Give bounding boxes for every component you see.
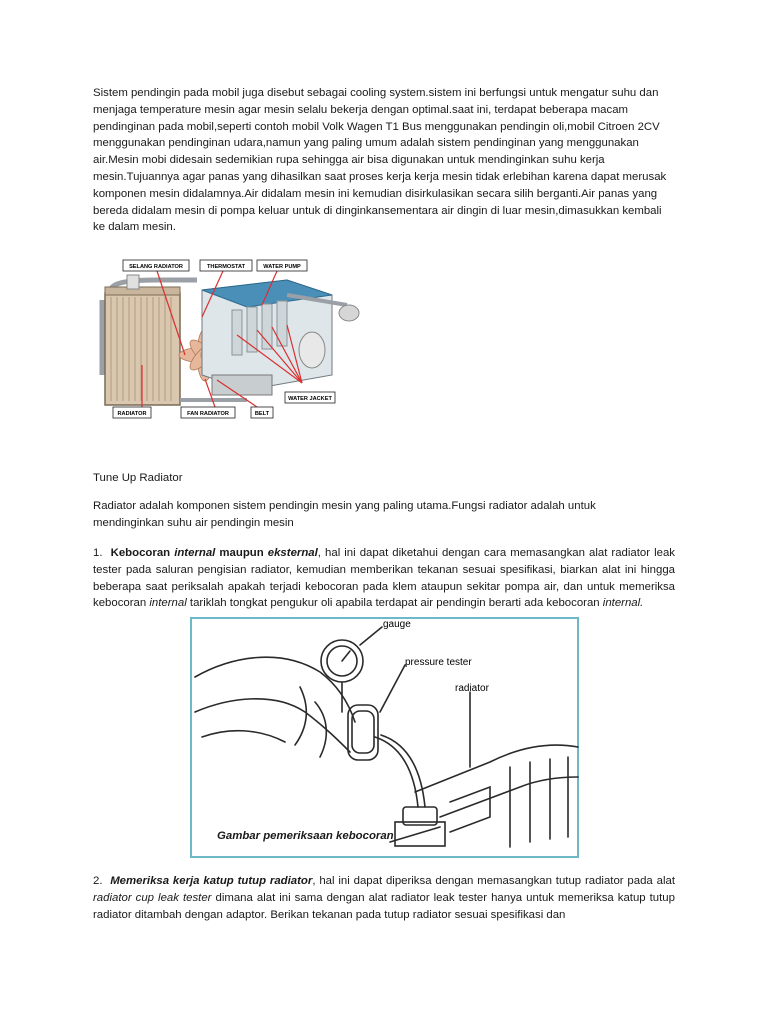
pressure-tester-diagram [190, 617, 579, 858]
label-thermostat [200, 260, 252, 271]
item-2-text-b: dimana alat ini sama dengan alat radiator leak tester hanya untuk memeriksa katup tutup radiator ditambah dengan adaptor. Berikan tekanan pada tutup radiator sesuai spesifikasi dan [93, 891, 675, 921]
item-2-number: 2. [93, 875, 103, 887]
svg-text:FAN RADIATOR: FAN RADIATOR [187, 411, 229, 417]
label-water-jacket [285, 392, 335, 403]
label-radiator [113, 407, 151, 418]
cooling-system-diagram [97, 255, 367, 425]
item-1-italic-a: internal [174, 547, 216, 559]
item-1-number: 1. [93, 547, 103, 559]
item-1-italic-c: internal [149, 597, 187, 610]
item-1-text-b: tariklah tongkat pengukur oli apabila terdapat air pendingin berarti ada kebocoran [189, 597, 600, 610]
item-2-italic-a: radiator cup leak tester [93, 891, 212, 904]
svg-text:WATER JACKET: WATER JACKET [288, 396, 332, 402]
label-gauge: gauge [383, 619, 411, 630]
label-selang-radiator [123, 260, 189, 271]
radiator-definition: Radiator adalah komponen sistem pendingin mesin yang paling utama.Fungsi radiator adalah untuk mendinginkan suhu air pendingin mesin [93, 500, 596, 529]
item-1-paragraph [93, 545, 675, 612]
label-fan-radiator [181, 407, 235, 418]
label-belt [251, 407, 273, 418]
svg-text:RADIATOR: RADIATOR [117, 411, 147, 417]
intro-paragraph: Sistem pendingin pada mobil juga disebut sebagai cooling system.sistem ini berfungsi untuk mengatur suhu dan menjaga temperature mesin agar mesin selalu bekerja dengan optimal.saat ini, terdapat beberapa macam pendinginan pada mobil,seperti contoh mobil Volk Wagen T1 Bus menggunakan pendingin oli,mobil Citroen 2CV menggunakan pendinginan udara,namun yang paling umum adalah sistem pendinginan yang menggunakan air.Mesin mobi didesain sedemikian rupa sehingga air bisa digunakan untuk mendinginkan suhu kerja mesin.Tujuannya agar panas yang dihasilkan saat proses kerja kerja mesin tidak erlebihan karena dapat merusak komponen mesin didalamnya.Air didalam mesin ini kemudian disirkulasikan secara silih berganti.Air panas yang bereda didalam mesin di pompa keluar untuk di dinginkansementara air dingin di luar mesin,dimasukkan kembali ke dalam mesin. [93, 87, 667, 234]
svg-text:THERMOSTAT: THERMOSTAT [206, 264, 246, 270]
svg-text:SELANG RADIATOR: SELANG RADIATOR [129, 264, 183, 270]
svg-text:WATER PUMP: WATER PUMP [263, 264, 301, 270]
item-2-paragraph [93, 873, 675, 923]
item-1-italic-b: eksternal [267, 547, 318, 559]
item-1-text-a: , hal ini dapat diketahui dengan cara memasangkan alat radiator leak tester pada saluran pengisian radiator, kemudian memberikan tekanan sesuai spesifikasi, biarkan alat ini hingga beberapa saat periksalah apakah terjadi kebocoran pada klem ataupun sekitar pompa air, dan untuk memeriksa kebocoran [93, 547, 675, 610]
item-1-bold-a: Kebocoran [110, 547, 171, 559]
svg-text:BELT: BELT [254, 411, 270, 417]
label-water-pump [257, 260, 307, 271]
section-title: Tune Up Radiator [93, 472, 183, 484]
figure-caption: Gambar pemeriksaan kebocoran [217, 830, 394, 842]
item-1-italic-d: internal. [602, 597, 644, 610]
item-2-text-a: , hal ini dapat diperiksa dengan memasangkan tutup radiator pada alat [312, 875, 675, 887]
label-radiator-fig2: radiator [455, 683, 489, 694]
item-1-bold-b: maupun [219, 547, 264, 559]
item-2-bold-italic: Memeriksa kerja katup tutup radiator [110, 875, 313, 887]
label-pressure-tester: pressure tester [405, 657, 472, 668]
